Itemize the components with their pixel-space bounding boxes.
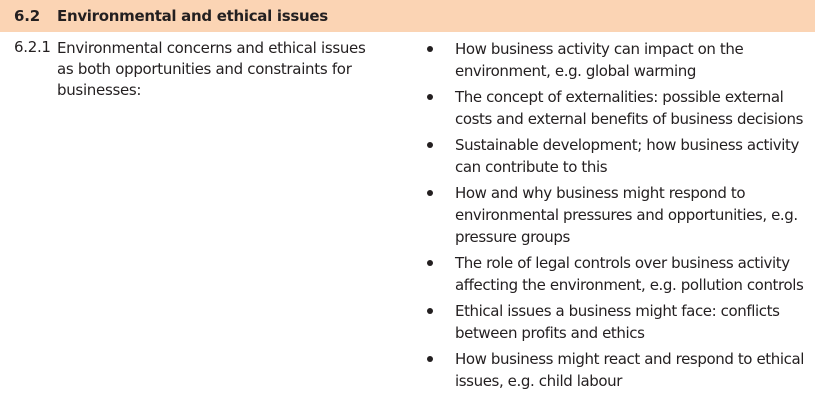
bullet-text: How business activity can impact on the environment, e.g. global warming — [455, 40, 744, 80]
bullet-item — [418, 38, 813, 82]
subsection-number: 6.2.1 — [14, 38, 51, 56]
bullet-icon — [427, 142, 433, 148]
bullet-text: How business might react and respond to ethical issues, e.g. child labour — [455, 350, 805, 390]
bullet-text: The role of legal controls over business activity affecting the environment, e.g. pollution controls — [455, 254, 804, 294]
bullet-icon — [427, 94, 433, 100]
subsection-description: Environmental concerns and ethical issues as both opportunities and constraints for businesses: — [57, 39, 366, 99]
bullet-text: How and why business might respond to environmental pressures and opportunities, e.g. pressure groups — [455, 184, 798, 246]
content-bullet-list — [418, 38, 813, 396]
bullet-icon — [427, 46, 433, 52]
bullet-text: The concept of externalities: possible external costs and external benefits of business decisions — [455, 88, 803, 128]
bullet-text: Ethical issues a business might face: conflicts between profits and ethics — [455, 302, 780, 342]
bullet-icon — [427, 356, 433, 362]
section-number: 6.2 — [14, 7, 40, 25]
bullet-icon — [427, 190, 433, 196]
bullet-item — [418, 300, 813, 344]
section-header — [0, 0, 815, 32]
bullet-item — [418, 134, 813, 178]
bullet-item — [418, 252, 813, 296]
bullet-text: Sustainable development; how business activity can contribute to this — [455, 136, 799, 176]
bullet-item — [418, 348, 813, 392]
bullet-item — [418, 86, 813, 130]
bullet-icon — [427, 308, 433, 314]
bullet-item — [418, 182, 813, 248]
section-title: Environmental and ethical issues — [57, 7, 328, 25]
bullet-icon — [427, 260, 433, 266]
